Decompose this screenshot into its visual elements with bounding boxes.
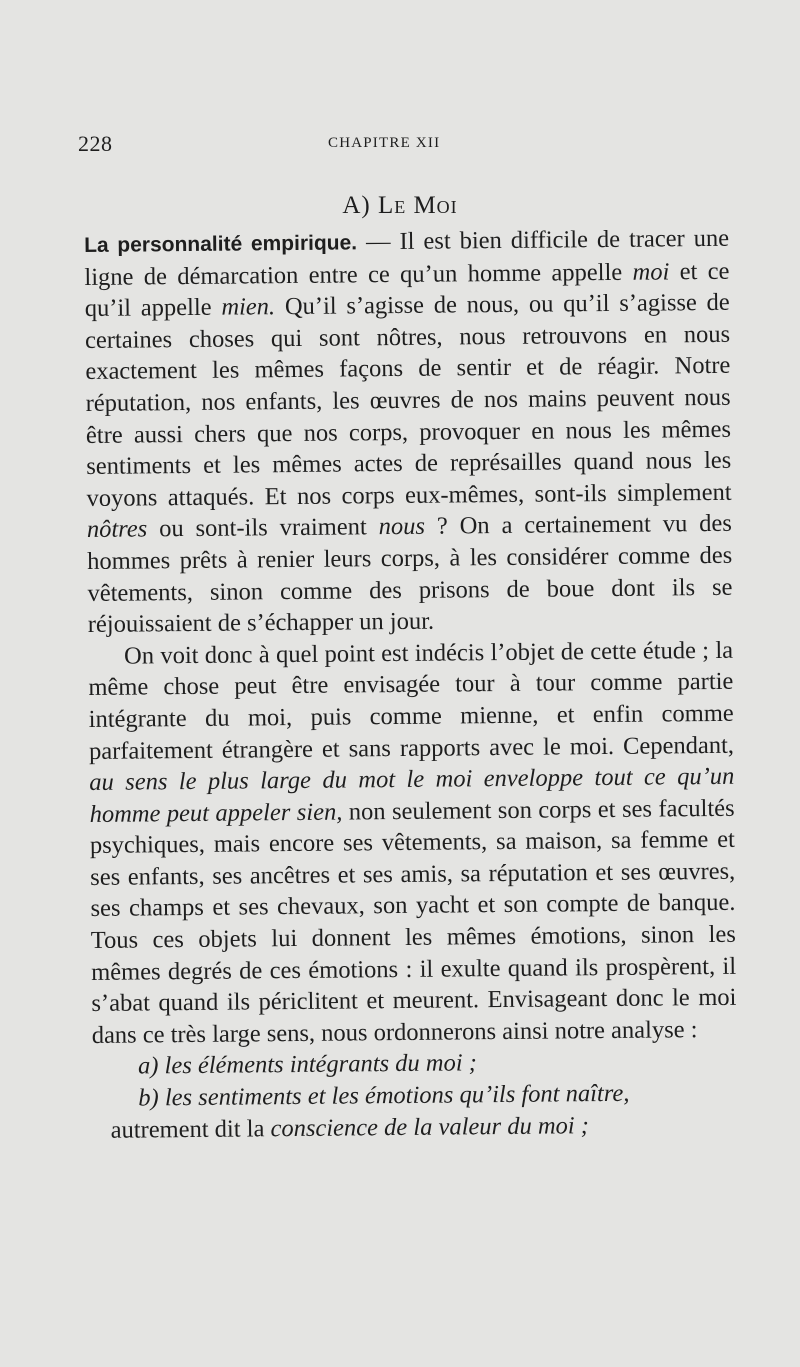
text-span: et ce qu’il appelle [84,257,730,323]
paragraph-empirical-personality [84,223,733,641]
text-span: On voit donc à quel point est indécis l’objet de cette étude ; la même chose peut être envisagée tour à tour comme partie intégrante du moi, puis comme mienne, et enfin comme parfaitement étrangère et sans rapports avec le moi. Cependant, [88,636,735,765]
section-title: A) Le Moi [342,192,458,219]
list-item-b: b) les sentiments et les émotions qu’ils font naître, [138,1079,630,1112]
text-span: Qu’il s’agisse de nous, ou qu’il s’agisse de certaines choses qui sont nôtres, nous retrouvons en nous exactement les mêmes façons de sentir et de réagir. Notre réputation, nos enfants, les œuvres de nos mains peuvent nous être aussi chers que nos corps, provoquer en nous les mêmes sentiments et les mêmes actes de représailles quand nous les voyons attaqués. Et nos corps eux-mêmes, sont-ils simplement [84,288,732,512]
italic-term-conscience: conscience de la valeur du moi ; [270,1111,590,1142]
italic-term-mien: mien. [221,293,276,321]
text-span: — Il est bien difficile de tracer une ligne de démarcation entre ce qu’un homme appelle [84,224,730,291]
italic-definition: au sens le plus large du mot le moi enveloppe tout ce qu’un homme peut appeler sien, [89,762,735,828]
body-text [84,223,738,1146]
paragraph-definition [88,635,737,1052]
list-item-b-continuation [93,1108,738,1146]
list-item-a: a) les éléments intégrants du moi ; [137,1049,478,1080]
text-span: non seulement son corps et ses facultés psychiques, mais encore ses vêtements, sa maison, sa femme et ses enfants, ses ancêtres et ses amis, sa réputation et ses œuvres, ses champs et ses chevaux, son yacht et son compte de banque. Tous ces objets lui donnent les mêmes émotions, sinon les mêmes degrés de ces émotions : il exulte quand ils prospèrent, il s’abat quand ils périclitent et meurent. Envisageant donc le moi dans ce très large sens, nous ordonnerons ainsi notre analyse : [89,794,737,1049]
italic-term-moi: moi [632,257,670,286]
running-head: CHAPITRE XII [328,135,441,151]
page-number: 228 [78,131,113,156]
italic-term-nous: nous [378,513,426,541]
paragraph-heading: La personnalité empirique. [84,231,358,257]
italic-term-notres: nôtres [86,515,148,544]
text-span: autrement dit la [110,1114,271,1144]
text-span: ou sont-ils vraiment [147,513,379,543]
text-span: ? On a certainement vu des hommes prêts à renier leurs corps, à les considérer comme des vêtements, sinon comme des prisons de boue dont ils se réjouissaient de s’échapper un jour. [87,510,733,639]
